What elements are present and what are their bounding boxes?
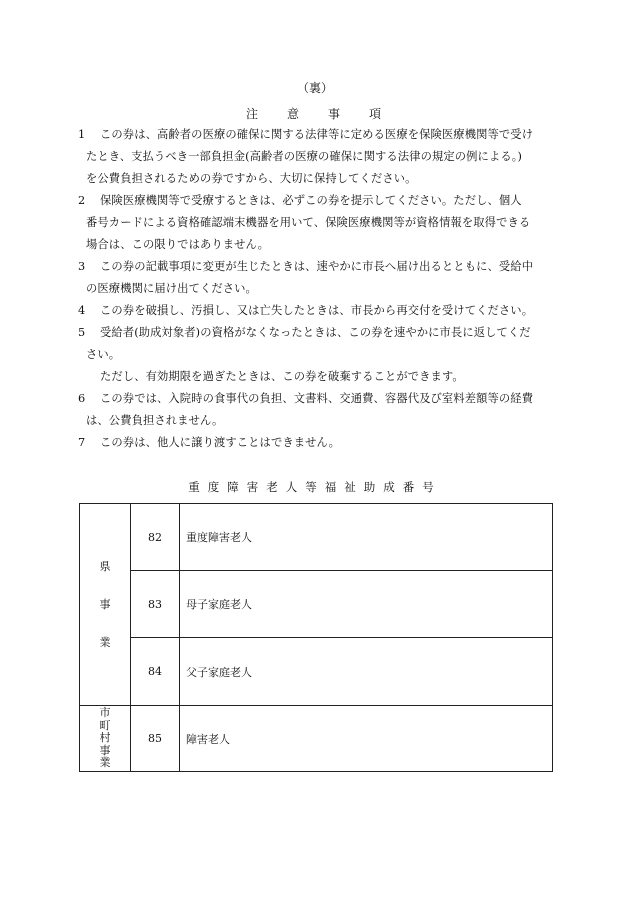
note-number: 6 — [78, 392, 86, 405]
note-line: たとき、支払うべき一部負担金(高齢者の医療の確保に関する法律の規定の例による。) — [86, 150, 522, 163]
heading-char: 項 — [369, 107, 382, 121]
note-line: 番号カードによる資格確認端末機器を用いて、保険医療機関等が資格情報を取得できる — [86, 216, 531, 229]
category-label: 市町村事業 — [99, 706, 111, 770]
table-row — [80, 706, 553, 772]
note-item-7 — [78, 432, 558, 454]
note-line: 受給者(助成対象者)の資格がなくなったときは、この券を速やかに市長に返してくだ — [100, 326, 531, 339]
note-number: 4 — [78, 304, 86, 317]
subsidy-number-table — [79, 503, 553, 772]
notes-heading — [0, 106, 630, 124]
table-title: 重度障害老人等福祉助成番号 — [188, 480, 442, 494]
note-line: 保険医療機関等で受療するときは、必ずこの券を提示してください。ただし、個人 — [100, 194, 522, 207]
category-cell-prefecture — [80, 504, 131, 706]
table-row — [80, 571, 553, 638]
category-label: 県事業 — [99, 559, 111, 649]
name-cell: 母子家庭老人 — [180, 571, 553, 638]
note-number: 5 — [78, 326, 86, 339]
note-line: この券を破損し、汚損し、又は亡失したときは、市長から再交付を受けてください。 — [100, 304, 534, 317]
code-cell: 84 — [131, 638, 180, 706]
table-row — [80, 504, 553, 571]
note-number: 1 — [78, 128, 86, 141]
note-line: 場合は、この限りではありません。 — [86, 238, 270, 251]
table-row — [80, 638, 553, 706]
note-item-1 — [78, 124, 558, 190]
notes-list — [78, 124, 558, 454]
note-line: この券の記載事項に変更が生じたときは、速やかに市長へ届け出るとともに、受給中 — [100, 260, 534, 273]
note-number: 3 — [78, 260, 86, 273]
heading-char: 事 — [328, 107, 341, 121]
heading-char: 注 — [246, 107, 259, 121]
note-number: 2 — [78, 194, 86, 207]
note-line: さい。 — [86, 348, 121, 361]
name-cell: 父子家庭老人 — [180, 638, 553, 706]
note-item-5 — [78, 322, 558, 388]
category-cell-municipal — [80, 706, 131, 772]
back-side-label: （裏） — [296, 81, 333, 95]
note-line: この券は、他人に譲り渡すことはできません。 — [100, 436, 341, 449]
note-line: は、公費負担されません。 — [86, 414, 224, 427]
note-item-4 — [78, 300, 558, 322]
note-line: この券では、入院時の食事代の負担、文書料、交通費、容器代及び室料差額等の経費 — [100, 392, 534, 405]
note-item-6 — [78, 388, 558, 432]
note-line: この券は、高齢者の医療の確保に関する法律等に定める医療を保険医療機関等で受け — [100, 128, 534, 141]
code-cell: 85 — [131, 706, 180, 772]
code-cell: 83 — [131, 571, 180, 638]
name-cell: 障害老人 — [180, 706, 553, 772]
code-cell: 82 — [131, 504, 180, 571]
name-cell: 重度障害老人 — [180, 504, 553, 571]
note-item-2 — [78, 190, 558, 256]
note-item-3 — [78, 256, 558, 300]
note-proviso: ただし、有効期限を過ぎたときは、この券を破棄することができます。 — [100, 370, 464, 383]
note-line: を公費負担されるための券ですから、大切に保持してください。 — [86, 172, 417, 185]
note-line: の医療機関に届け出てください。 — [86, 282, 257, 295]
heading-char: 意 — [287, 107, 300, 121]
note-number: 7 — [78, 436, 86, 449]
